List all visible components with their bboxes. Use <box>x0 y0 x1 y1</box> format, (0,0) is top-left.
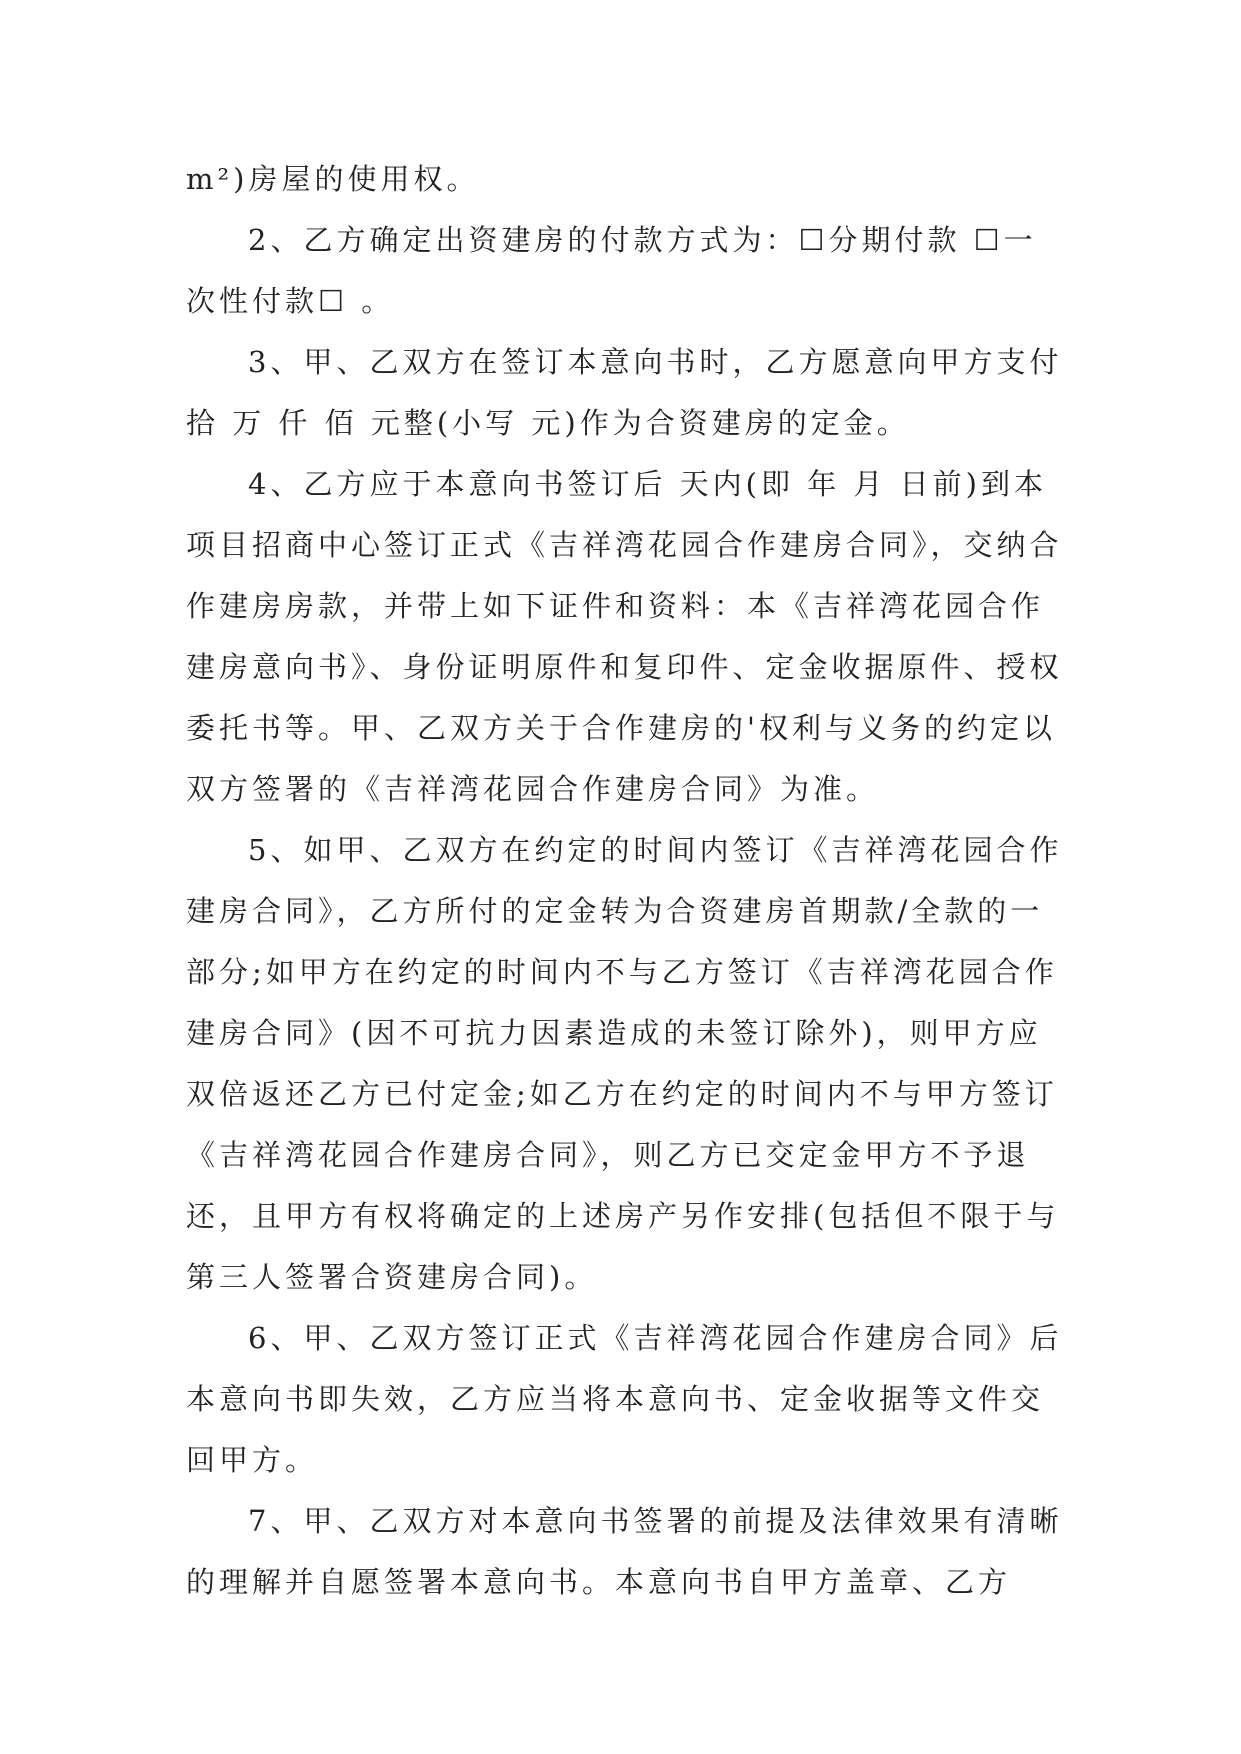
paragraph-clause-4: 4、乙方应于本意向书签订后 天内(即 年 月 日前)到本项目招商中心签订正式《吉祥湾花园合作建房合同》，交纳合作建房房款，并带上如下证件和资料：本《吉祥湾花园合作建房意向书》、身份证明原件和复印件、定金收据原件、授权委托书等。甲、乙双方关于合作建房的'权利与义务的约定以双方签署的《吉祥湾花园合作建房合同》为准。 <box>186 467 1063 806</box>
document-body <box>186 149 1076 1613</box>
paragraph-clause-6: 6、甲、乙双方签订正式《吉祥湾花园合作建房合同》后本意向书即失效，乙方应当将本意向书、定金收据等文件交回甲方。 <box>186 1321 1063 1477</box>
paragraph-clause-2: 2、乙方确定出资建房的付款方式为：☐分期付款 ☐一次性付款☐ 。 <box>186 223 1037 318</box>
paragraph-clause-7: 7、甲、乙双方对本意向书签署的前提及法律效果有清晰的理解并自愿签署本意向书。本意向书自甲方盖章、乙方 <box>186 1504 1063 1599</box>
paragraph-clause-3: 3、甲、乙双方在签订本意向书时，乙方愿意向甲方支付 拾 万 仟 佰 元整(小写 元)作为合资建房的定金。 <box>186 345 1076 440</box>
paragraph-continuation: m²)房屋的使用权。 <box>186 162 480 196</box>
paragraph-clause-5: 5、如甲、乙双方在约定的时间内签订《吉祥湾花园合作建房合同》，乙方所付的定金转为合资建房首期款/全款的一部分;如甲方在约定的时间内不与乙方签订《吉祥湾花园合作建房合同》(因不可抗力因素造成的未签订除外)，则甲方应双倍返还乙方已付定金;如乙方在约定的时间内不与甲方签订《吉祥湾花园合作建房合同》，则乙方已交定金甲方不予退还，且甲方有权将确定的上述房产另作安排(包括但不限于与第三人签署合资建房合同)。 <box>186 833 1063 1294</box>
